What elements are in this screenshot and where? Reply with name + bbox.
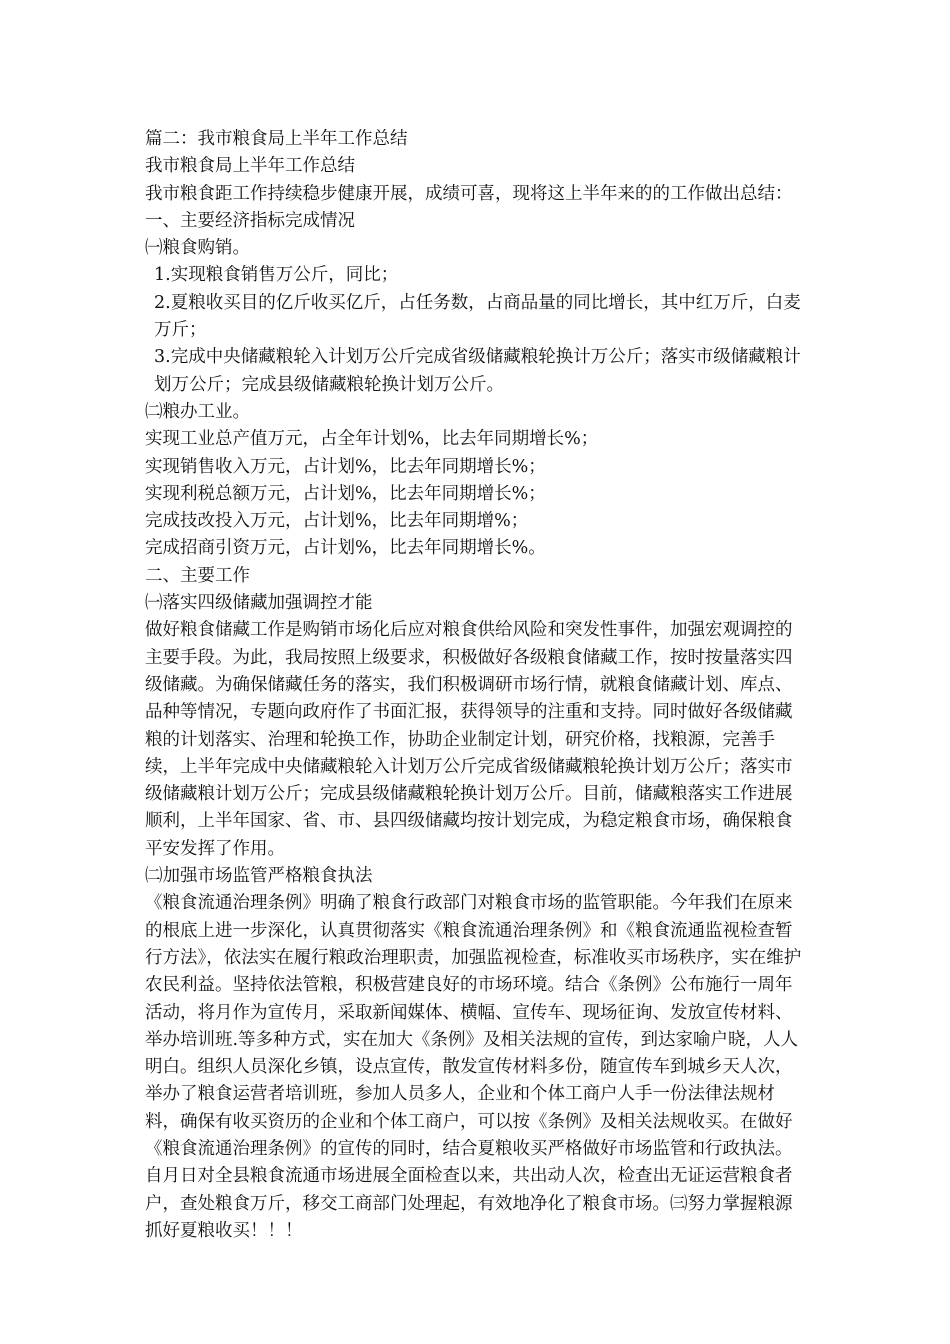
subsection-1-1-title: ㈠粮食购销。: [145, 238, 250, 259]
industry-line-2: 实现销售收入万元，占计划%，比去年同期增长%；: [145, 456, 546, 477]
document-heading-2: 我市粮食局上半年工作总结: [145, 156, 355, 177]
document-body: [145, 126, 805, 1245]
intro-paragraph: 我市粮食距工作持续稳步健康开展，成绩可喜，现将这上半年来的的工作做出总结：: [145, 183, 793, 204]
industry-line-3: 实现利税总额万元，占计划%，比去年同期增长%；: [145, 483, 546, 504]
industry-line-1: 实现工业总产值万元，占全年计划%，比去年同期增长%；: [145, 429, 599, 450]
list-item-1: 1.实现粮食销售万公斤，同比；: [154, 265, 399, 286]
section-2-title: 二、主要工作: [145, 565, 250, 586]
subsection-2-2-title: ㈡加强市场监管严格粮食执法: [145, 866, 373, 887]
document-heading-1: 篇二：我市粮食局上半年工作总结: [145, 129, 408, 149]
section-1-title: 一、主要经济指标完成情况: [145, 210, 355, 231]
list-item-3: 3.完成中央储藏粮轮入计划万公斤完成省级储藏粮轮换计万公斤；落实市级储藏粮计划万公斤；完成县级储藏粮轮换计划万公斤。: [154, 347, 801, 395]
industry-line-5: 完成招商引资万元，占计划%，比去年同期增长%。: [145, 538, 546, 559]
paragraph-2-1: 做好粮食储藏工作是购销市场化后应对粮食供给风险和突发性事件，加强宏观调控的主要手段。为此，我局按照上级要求，积极做好各级粮食储藏工作，按时按量落实四级储藏。为确保储藏任务的落实，我们积极调研市场行情，就粮食储藏计划、库点、品种等情况，专题向政府作了书面汇报，获得领导的注重和支持。同时做好各级储藏粮的计划落实、治理和轮换工作，协助企业制定计划，研究价格，找粮源，完善手续，上半年完成中央储藏粮轮入计划万公斤完成省级储藏粮轮换计划万公斤；落实市级储藏粮计划万公斤；完成县级储藏粮轮换计划万公斤。目前，储藏粮落实工作进展顺利，上半年国家、省、市、县四级储藏均按计划完成，为稳定粮食市场，确保粮食平安发挥了作用。: [145, 620, 793, 859]
paragraph-2-2: 《粮食流通治理条例》明确了粮食行政部门对粮食市场的监管职能。今年我们在原来的根底上进一步深化，认真贯彻落实《粮食流通治理条例》和《粮食流通监视检查暂行方法》，依法实在履行粮政治理职责，加强监视检查，标准收买市场秩序，实在维护农民利益。坚持依法管粮，积极营建良好的市场环境。结合《条例》公布施行一周年活动，将月作为宣传月，采取新闻媒体、横幅、宣传车、现场征询、发放宣传材料、举办培训班.等多种方式，实在加大《条例》及相关法规的宣传，到达家喻户晓，人人明白。组织人员深化乡镇，设点宣传，散发宣传材料多份，随宣传车到城乡天人次，举办了粮食运营者培训班，参加人员多人，企业和个体工商户人手一份法律法规材料，确保有收买资历的企业和个体工商户，可以按《条例》及相关法规收买。在做好《粮食流通治理条例》的宣传的同时，结合夏粮收买严格做好市场监管和行政执法。自月日对全县粮食流通市场进展全面检查以来，共出动人次，检查出无证运营粮食者户，查处粮食万斤，移交工商部门处理起，有效地净化了粮食市场。㈢努力掌握粮源抓好夏粮收买！！！: [145, 893, 802, 1241]
subsection-2-1-title: ㈠落实四级储藏加强调控才能: [145, 593, 373, 614]
list-item-2: 2.夏粮收买目的亿斤收买亿斤，占任务数，占商品量的同比增长，其中红万斤，白麦万斤；: [154, 292, 801, 341]
subsection-1-2-title: ㈡粮办工业。: [145, 401, 250, 422]
industry-line-4: 完成技改投入万元，占计划%，比去年同期增%；: [145, 511, 529, 532]
